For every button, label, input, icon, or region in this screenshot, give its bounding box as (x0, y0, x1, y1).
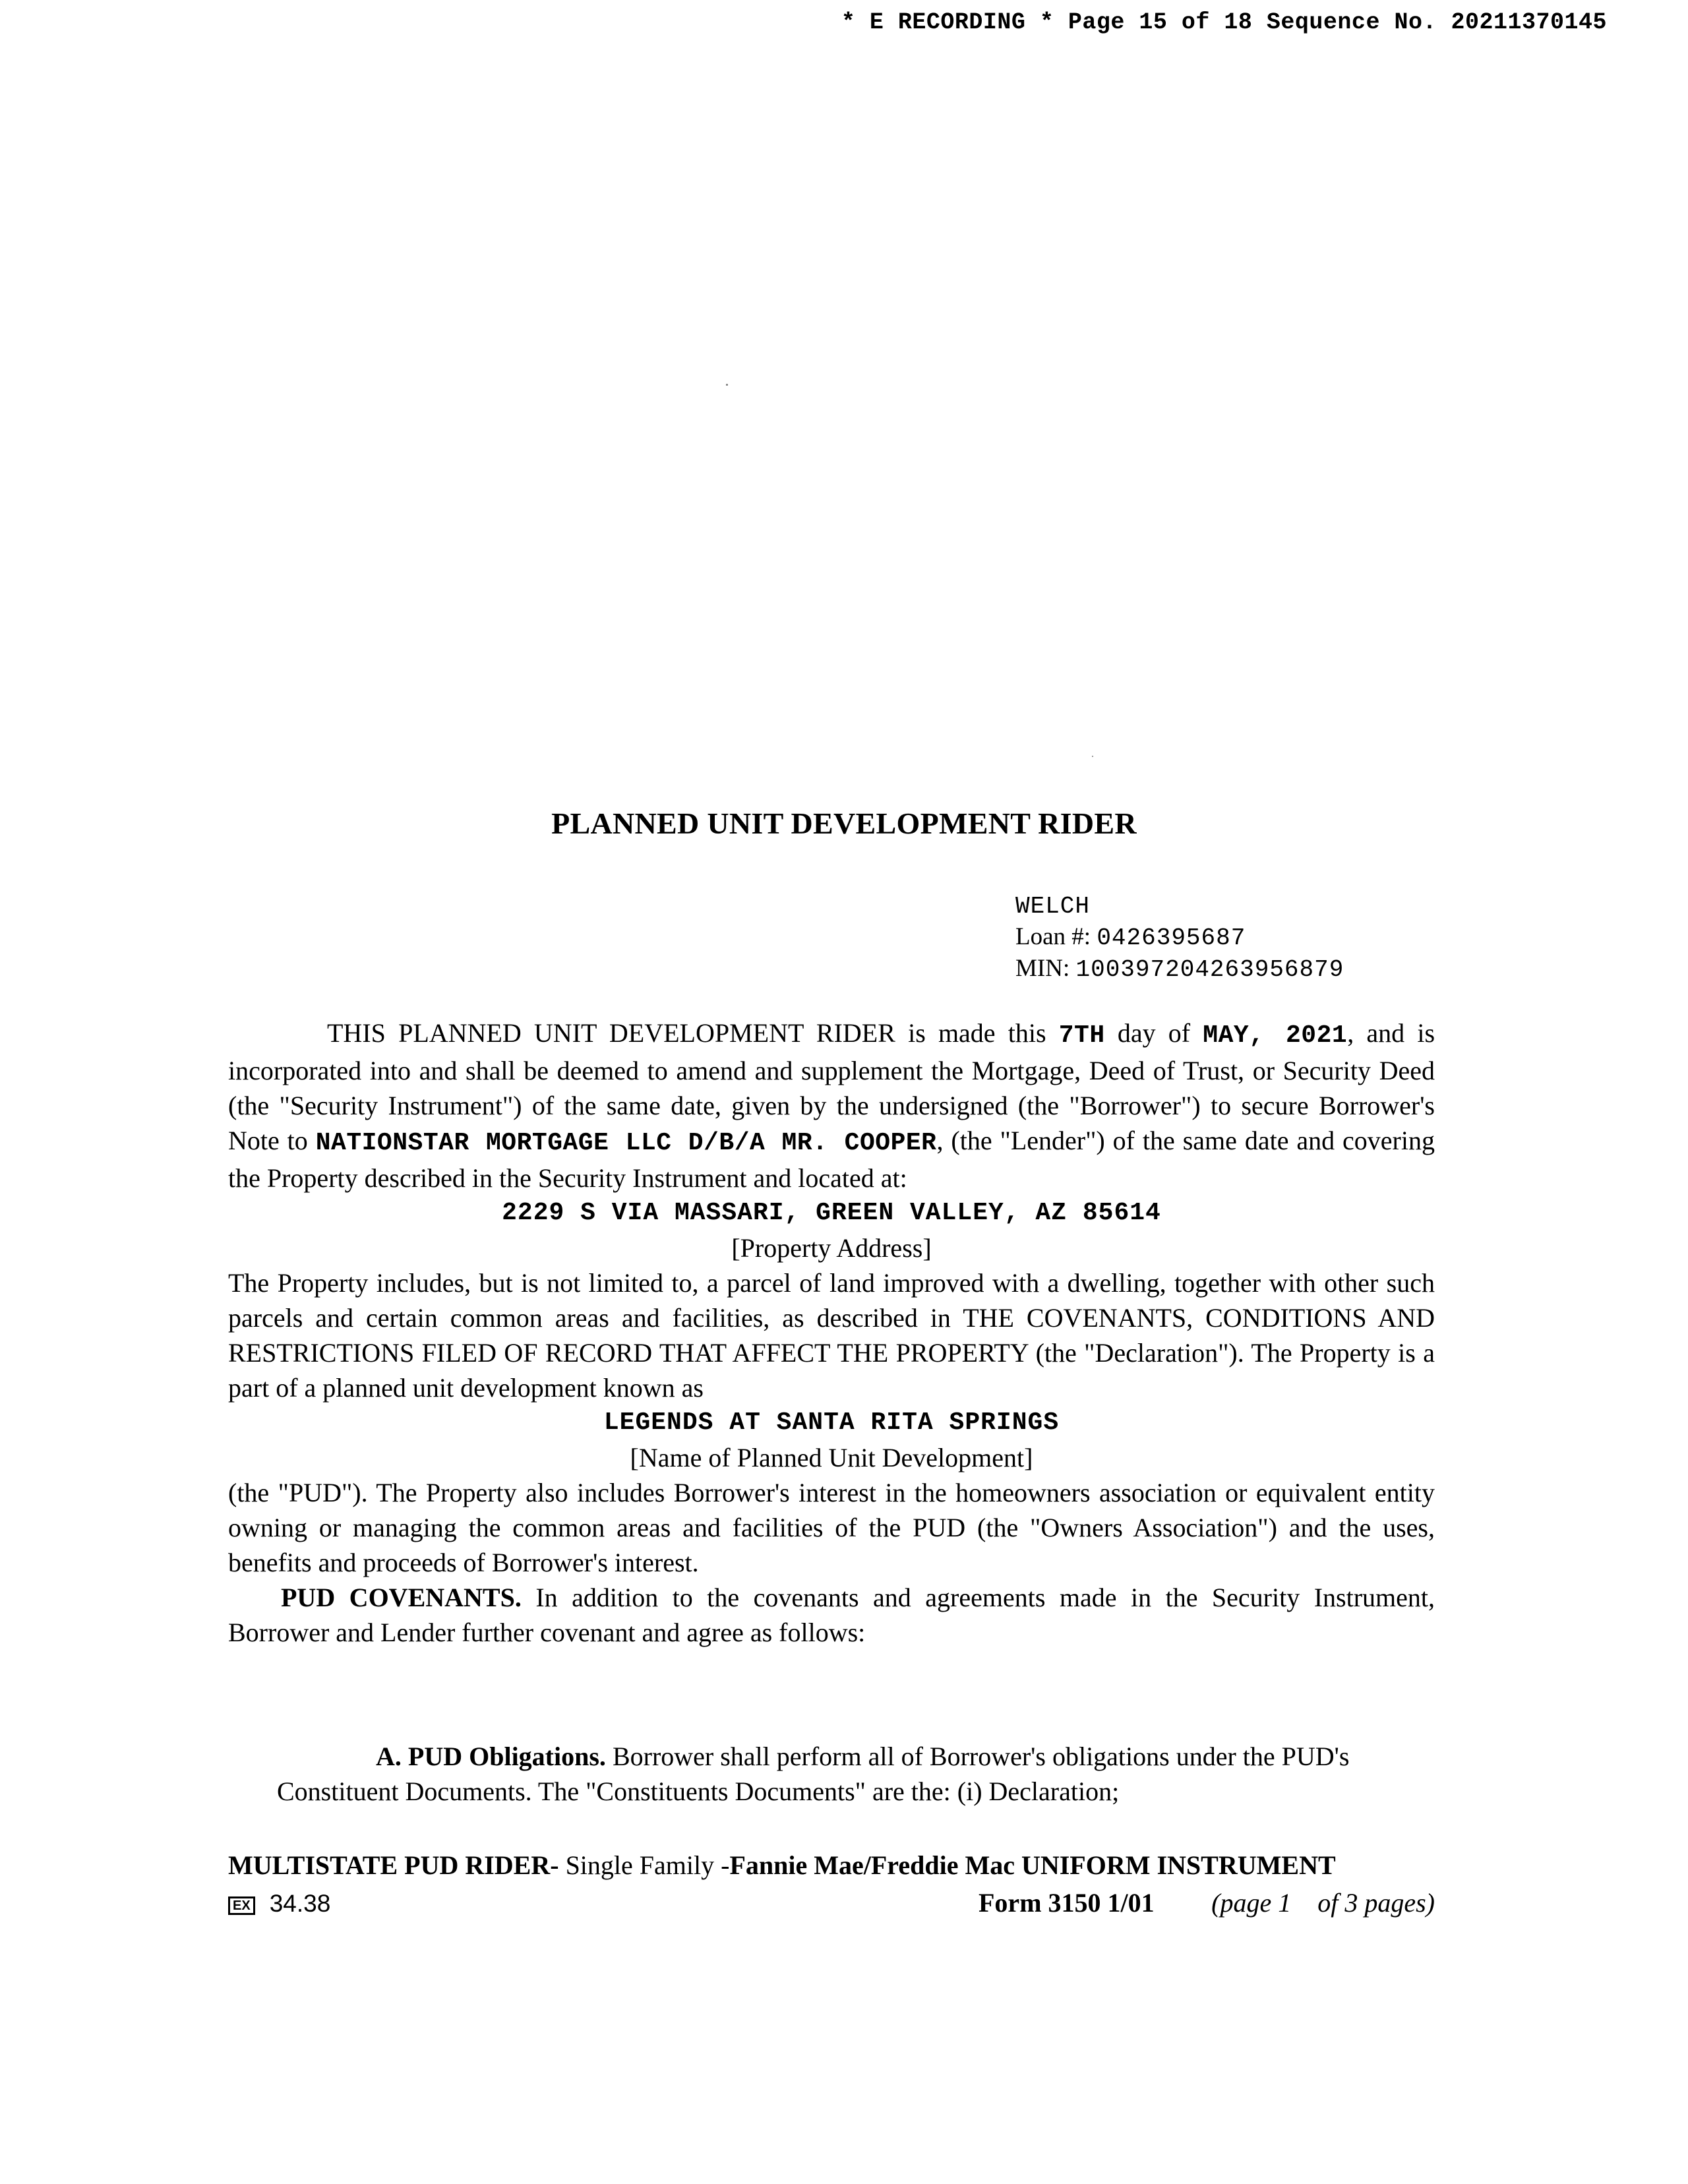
section-a-paragraph: A. PUD Obligations. Borrower shall perform all of Borrower's obligations under the PUD's Constituent Documents. The "Constituents Documents" are the: (i) Declaration; (277, 1742, 1350, 1806)
property-address-caption: [Property Address] (731, 1233, 932, 1263)
property-address: 2229 S VIA MASSARI, GREEN VALLEY, AZ 85614 (502, 1199, 1161, 1227)
min-label: MIN: (1015, 955, 1070, 982)
loan-number: 0426395687 (1097, 925, 1246, 952)
rider-body (228, 1016, 1435, 1650)
scan-speck (1092, 756, 1093, 757)
loan-number-line (1015, 922, 1344, 954)
rider-day: 7TH (1058, 1021, 1105, 1050)
document-title: PLANNED UNIT DEVELOPMENT RIDER (551, 806, 1137, 840)
covenants-paragraph: PUD COVENANTS. In addition to the covenants and agreements made in the Security Instrument, Borrower and Lender further covenant and agree as follows: (228, 1583, 1435, 1647)
covenants-heading: PUD COVENANTS. (281, 1583, 522, 1612)
min-number: 100397204263956879 (1075, 956, 1344, 983)
scan-speck (726, 384, 728, 386)
recording-stamp: * E RECORDING * Page 15 of 18 Sequence No. 20211370145 (841, 9, 1607, 36)
loan-label: Loan #: (1015, 923, 1091, 950)
form-code: 34.38 (269, 1890, 331, 1917)
rider-month-year: MAY, 2021 (1203, 1021, 1348, 1050)
form-title: MULTISTATE PUD RIDER- Single Family -Fannie Mae/Freddie Mac UNIFORM INSTRUMENT (228, 1850, 1336, 1880)
intro-paragraph: THIS PLANNED UNIT DEVELOPMENT RIDER is made this 7TH day of MAY, 2021, and is incorporated into and shall be deemed to amend and supplement the Mortgage, Deed of Trust, or Security Deed (the "Security Instrument") of the same date, given by the undersigned (the "Borrower") to secure Borrower's Note to NATIONSTAR MORTGAGE LLC D/B/A MR. COOPER, (the "Lender") of the same date and covering the Property described in the Security Instrument and located at: (228, 1018, 1435, 1193)
page-info: (page 1 of 3 pages) (1211, 1888, 1435, 1918)
identifier-block (1015, 892, 1344, 985)
min-line (1015, 954, 1344, 985)
ex-logo: EX (228, 1896, 255, 1915)
form-number: Form 3150 1/01 (979, 1888, 1155, 1918)
section-a-heading: A. PUD Obligations. (376, 1742, 606, 1771)
pud-paragraph: (the "PUD"). The Property also includes Borrower's interest in the homeowners association or equivalent entity owning or managing the common areas and facilities of the PUD (the "Owners Association") and the uses, benefits and proceeds of Borrower's interest. (228, 1478, 1435, 1577)
lender-name: NATIONSTAR MORTGAGE LLC D/B/A MR. COOPER (315, 1129, 937, 1157)
borrower-name: WELCH (1015, 893, 1091, 920)
pud-name: LEGENDS AT SANTA RITA SPRINGS (603, 1409, 1060, 1437)
section-a (277, 1739, 1398, 1809)
pud-name-caption: [Name of Planned Unit Development] (630, 1443, 1033, 1472)
declaration-paragraph: The Property includes, but is not limited to, a parcel of land improved with a dwelling, together with other such parcels and certain common areas and facilities, as described in THE COVENANTS, CONDITIONS AND RESTRICTIONS FILED OF RECORD THAT AFFECT THE PROPERTY (the "Declaration"). The Property is a part of a planned unit development known as (228, 1268, 1435, 1403)
form-footer (228, 1887, 1435, 1920)
